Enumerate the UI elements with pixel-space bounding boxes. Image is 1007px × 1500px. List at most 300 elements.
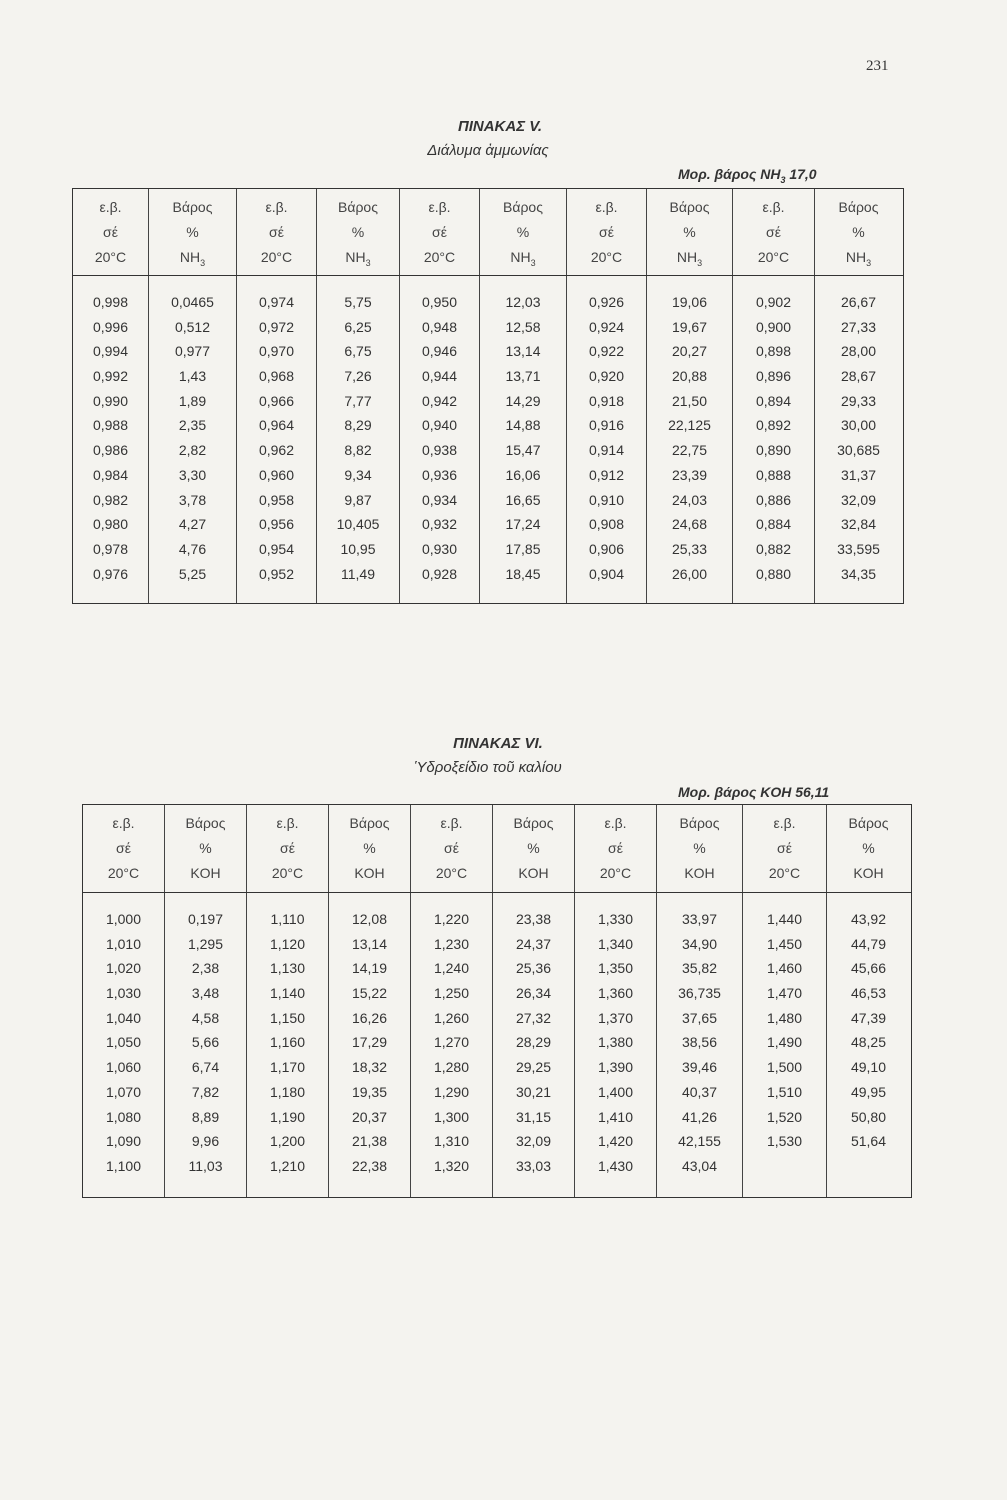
table-cell: 43,04 <box>681 1157 718 1174</box>
header-line <box>815 245 902 276</box>
header-line <box>73 195 148 220</box>
header-line <box>743 811 826 836</box>
header-text: ε.β. <box>265 199 288 215</box>
table-cell: 1,480 <box>766 1009 803 1026</box>
table-cell: 0,908 <box>588 516 625 533</box>
header-text: ε.β. <box>773 815 796 831</box>
table-cell: 1,320 <box>433 1157 470 1174</box>
table-v-column-4 <box>317 276 400 603</box>
table-v-column-8 <box>647 276 733 603</box>
header-line <box>237 220 316 245</box>
table-cell: 34,35 <box>840 565 877 582</box>
table-cell: 0,934 <box>421 491 458 508</box>
table-cell: 28,00 <box>840 343 877 360</box>
table-vi-column-9 <box>743 893 827 1197</box>
header-line <box>400 245 479 270</box>
table-cell: 0,902 <box>755 294 792 310</box>
table-cell: 23,39 <box>671 466 708 483</box>
table-cell: 30,00 <box>840 417 877 434</box>
table-cell: 18,45 <box>505 565 541 582</box>
header-text: 20°C <box>271 865 304 881</box>
table-cell: 0,894 <box>755 392 792 409</box>
header-text: σέ <box>777 840 792 856</box>
table-cell: 1,020 <box>105 960 142 977</box>
header-line <box>493 811 574 836</box>
table-v-column-7 <box>567 276 647 603</box>
table-v-header-sg <box>733 189 815 275</box>
header-line <box>575 836 656 861</box>
header-text: ε.β. <box>428 199 451 215</box>
header-line <box>827 836 910 861</box>
table-cell: 14,19 <box>351 960 388 977</box>
table-vi-grid <box>82 804 912 1198</box>
table-vi-header-weight <box>165 805 247 892</box>
table-cell: 13,14 <box>505 343 541 360</box>
table-cell: 12,58 <box>505 318 541 335</box>
table-cell: 0,970 <box>258 343 295 360</box>
table-cell: 22,38 <box>351 1157 388 1174</box>
table-cell: 32,09 <box>515 1133 552 1150</box>
table-v-header-sg <box>400 189 480 275</box>
header-line <box>647 220 732 245</box>
table-v-header-weight <box>480 189 567 275</box>
table-cell: 1,280 <box>433 1059 470 1076</box>
table-cell: 1,310 <box>433 1133 470 1150</box>
table-cell: 24,03 <box>671 491 708 508</box>
table-cell: 1,010 <box>105 935 142 952</box>
table-cell: 1,240 <box>433 960 470 977</box>
table-cell: 28,29 <box>515 1034 552 1051</box>
header-text: 20°C <box>94 249 127 265</box>
table-cell: 18,32 <box>351 1059 388 1076</box>
table-vi-column-4 <box>329 893 411 1197</box>
header-line <box>83 836 164 861</box>
header-line <box>575 861 656 886</box>
header-text: % <box>527 840 540 856</box>
table-cell: 0,932 <box>421 516 458 533</box>
table-cell: 9,87 <box>344 491 372 508</box>
table-cell: 17,24 <box>505 516 541 533</box>
header-text: σέ <box>608 840 623 856</box>
table-cell: 0,910 <box>588 491 625 508</box>
table-cell: 45,66 <box>850 960 887 977</box>
table-vi-column-1 <box>83 893 165 1197</box>
header-text: Βάρος <box>838 199 879 215</box>
header-text: 20°C <box>599 865 632 881</box>
header-line <box>567 245 646 270</box>
table-cell: 26,34 <box>515 985 552 1002</box>
table-cell: 0,946 <box>421 343 458 360</box>
table-cell: 1,450 <box>766 935 803 952</box>
header-line <box>165 836 246 861</box>
table-cell: 1,89 <box>178 392 207 409</box>
table-cell: 51,64 <box>850 1133 887 1150</box>
table-cell: 24,37 <box>515 935 552 952</box>
header-line <box>647 245 732 276</box>
header-text: % <box>862 840 875 856</box>
table-cell: 0,994 <box>92 343 129 360</box>
table-cell: 0,998 <box>92 294 129 310</box>
table-cell: 5,75 <box>344 294 372 310</box>
table-cell: 49,10 <box>850 1059 887 1076</box>
table-cell: 1,270 <box>433 1034 470 1051</box>
table-cell: 7,82 <box>191 1083 220 1100</box>
table-cell: 0,940 <box>421 417 458 434</box>
header-line <box>493 861 574 886</box>
table-cell: 4,76 <box>178 540 207 557</box>
table-cell: 27,33 <box>840 318 877 335</box>
header-text: Βάρος <box>848 815 889 831</box>
table-cell: 0,918 <box>588 392 625 409</box>
header-line <box>411 836 492 861</box>
table-cell: 1,120 <box>269 935 306 952</box>
table-cell: 26,00 <box>671 565 708 582</box>
header-line <box>827 861 910 886</box>
header-line <box>165 861 246 886</box>
header-text: NH <box>179 249 201 265</box>
table-v-column-3 <box>237 276 317 603</box>
table-cell: 21,38 <box>351 1133 388 1150</box>
table-cell: 0,914 <box>588 442 625 459</box>
table-cell: 13,71 <box>505 368 541 385</box>
table-cell: 3,48 <box>191 985 220 1002</box>
header-text: σέ <box>280 840 295 856</box>
header-line <box>247 811 328 836</box>
header-text: ε.β. <box>99 199 122 215</box>
header-line <box>83 811 164 836</box>
header-text: % <box>693 840 706 856</box>
table-cell: 12,03 <box>505 294 541 310</box>
table-cell: 46,53 <box>850 985 887 1002</box>
table-cell: 0,916 <box>588 417 625 434</box>
table-cell: 19,06 <box>671 294 708 310</box>
header-text: 20°C <box>107 865 140 881</box>
table-cell: 9,34 <box>344 466 372 483</box>
table-cell: 0,952 <box>258 565 295 582</box>
header-text: ε.β. <box>595 199 618 215</box>
table-cell: 26,67 <box>840 294 877 310</box>
table-cell: 1,360 <box>597 985 634 1002</box>
table-cell: 2,35 <box>178 417 207 434</box>
header-line <box>575 811 656 836</box>
table-vi-column-10 <box>827 893 910 1197</box>
table-cell: 32,84 <box>840 516 877 533</box>
table-vi-column-7 <box>575 893 657 1197</box>
table-cell: 1,050 <box>105 1034 142 1051</box>
header-line <box>647 195 732 220</box>
header-line <box>815 220 902 245</box>
header-text: Βάρος <box>172 199 213 215</box>
table-cell: 1,140 <box>269 985 306 1002</box>
table-cell: 0,920 <box>588 368 625 385</box>
table-vi-column-2 <box>165 893 247 1197</box>
table-cell: 15,47 <box>505 442 541 459</box>
header-line <box>73 245 148 270</box>
table-cell: 1,470 <box>766 985 803 1002</box>
header-line <box>149 195 236 220</box>
table-cell: 0,948 <box>421 318 458 335</box>
table-vi-molecular-weight: Μορ. βάρος KOH 56,11 <box>678 784 830 800</box>
header-line <box>149 245 236 276</box>
table-cell: 1,260 <box>433 1009 470 1026</box>
header-line <box>317 195 399 220</box>
header-subscript: 3 <box>530 257 536 268</box>
table-cell: 0,956 <box>258 516 295 533</box>
table-v-title: ΠΙΝΑΚΑΣ V. <box>457 118 543 135</box>
table-cell: 1,110 <box>270 911 305 927</box>
header-text: Βάρος <box>669 199 710 215</box>
table-cell: 1,070 <box>105 1083 142 1100</box>
header-line <box>567 220 646 245</box>
table-vi-header-sg <box>411 805 493 892</box>
table-cell: 0,954 <box>258 540 295 557</box>
table-cell: 0,900 <box>755 318 792 335</box>
page-number: 231 <box>866 58 889 74</box>
table-cell: 1,180 <box>269 1083 306 1100</box>
table-cell: 1,210 <box>269 1157 306 1174</box>
table-cell: 16,65 <box>505 491 541 508</box>
table-cell: 0,896 <box>755 368 792 385</box>
table-v-molecular-weight: Μορ. βάρος $NH_3$ 17,0 <box>678 166 817 185</box>
table-vi-header-row <box>83 805 911 893</box>
header-line <box>237 195 316 220</box>
header-text: Βάρος <box>513 815 554 831</box>
table-cell: 1,150 <box>269 1009 306 1026</box>
header-text: σέ <box>444 840 459 856</box>
table-cell: 0,880 <box>755 565 792 582</box>
table-cell: 32,09 <box>840 491 877 508</box>
header-line <box>657 836 742 861</box>
header-text: ε.β. <box>276 815 299 831</box>
table-cell: 24,68 <box>671 516 708 533</box>
table-cell: 34,90 <box>681 935 718 952</box>
header-line <box>329 861 410 886</box>
table-vi-header-sg <box>743 805 827 892</box>
header-text: Βάρος <box>338 199 378 215</box>
header-line <box>165 811 246 836</box>
table-cell: 40,37 <box>681 1083 718 1100</box>
table-cell: 35,82 <box>681 960 718 977</box>
table-vi-body-row <box>83 893 911 1197</box>
table-cell: 1,080 <box>105 1108 142 1125</box>
header-line <box>237 245 316 270</box>
header-text: % <box>852 224 865 240</box>
table-cell: 0,890 <box>755 442 792 459</box>
table-cell: 25,33 <box>671 540 708 557</box>
table-cell: 44,79 <box>850 935 887 952</box>
table-cell: 36,735 <box>678 985 721 1002</box>
table-cell: 1,460 <box>766 960 803 977</box>
table-cell: 1,520 <box>766 1108 803 1125</box>
header-line <box>480 195 566 220</box>
table-vi-column-3 <box>247 893 329 1197</box>
table-cell: 0,992 <box>92 368 129 385</box>
table-cell: 0,906 <box>588 540 625 557</box>
table-cell: 0,982 <box>92 491 129 508</box>
table-cell: 16,26 <box>351 1009 388 1026</box>
table-cell: 27,32 <box>515 1009 552 1026</box>
table-cell: 37,65 <box>681 1009 718 1026</box>
table-cell: 0,990 <box>92 392 129 409</box>
table-cell: 43,92 <box>850 911 887 927</box>
table-v-header-weight <box>149 189 237 275</box>
header-text: 20°C <box>435 865 468 881</box>
table-vi-header-sg <box>575 805 657 892</box>
table-cell: 6,75 <box>344 343 372 360</box>
header-line <box>493 836 574 861</box>
table-cell: 1,170 <box>269 1059 306 1076</box>
table-cell: 0,924 <box>588 318 625 335</box>
header-line <box>247 836 328 861</box>
table-cell: 0,197 <box>187 911 224 927</box>
table-cell: 28,67 <box>840 368 877 385</box>
table-cell: 0,904 <box>588 565 625 582</box>
table-cell: 38,56 <box>681 1034 718 1051</box>
table-cell: 8,89 <box>191 1108 220 1125</box>
header-line <box>411 811 492 836</box>
header-line <box>743 861 826 886</box>
table-vi-header-weight <box>493 805 575 892</box>
header-line <box>743 836 826 861</box>
table-cell: 7,77 <box>344 392 372 409</box>
table-cell: 0,976 <box>92 565 129 582</box>
table-cell: 0,978 <box>92 540 129 557</box>
header-line <box>329 811 410 836</box>
table-v-column-10 <box>815 276 902 603</box>
table-cell: 0,898 <box>755 343 792 360</box>
header-text: σέ <box>432 224 447 240</box>
table-cell: 1,230 <box>433 935 470 952</box>
header-line <box>733 220 814 245</box>
table-cell: 14,88 <box>505 417 541 434</box>
table-cell: 0,996 <box>92 318 129 335</box>
table-cell: 1,380 <box>597 1034 634 1051</box>
table-cell: 1,030 <box>105 985 142 1002</box>
table-cell: 0,988 <box>92 417 129 434</box>
table-cell: 30,21 <box>515 1083 552 1100</box>
table-cell: 0,950 <box>421 294 458 310</box>
header-text: % <box>186 224 199 240</box>
header-text: Βάρος <box>185 815 226 831</box>
table-cell: 17,85 <box>505 540 541 557</box>
table-cell: 16,06 <box>505 466 541 483</box>
table-cell: 0,936 <box>421 466 458 483</box>
table-cell: 19,35 <box>351 1083 388 1100</box>
header-text: % <box>363 840 376 856</box>
table-cell: 2,38 <box>191 960 220 977</box>
table-cell: 0,922 <box>588 343 625 360</box>
table-cell: 1,410 <box>597 1108 634 1125</box>
table-cell: 1,510 <box>766 1083 803 1100</box>
header-text: 20°C <box>757 249 790 265</box>
table-cell: 15,22 <box>351 985 388 1002</box>
table-vi-title: ΠΙΝΑΚΑΣ VI. <box>453 735 543 752</box>
table-cell: 41,26 <box>681 1108 718 1125</box>
table-v-header-row <box>73 189 903 276</box>
table-cell: 1,430 <box>597 1157 634 1174</box>
table-cell: 20,37 <box>351 1108 388 1125</box>
table-vi-column-6 <box>493 893 575 1197</box>
header-line <box>317 220 399 245</box>
table-cell: 1,340 <box>597 935 634 952</box>
table-v-column-6 <box>480 276 567 603</box>
header-line <box>411 861 492 886</box>
header-text: 20°C <box>590 249 623 265</box>
table-cell: 0,928 <box>421 565 458 582</box>
header-line <box>149 220 236 245</box>
header-line <box>480 245 566 276</box>
table-cell: 0,944 <box>421 368 458 385</box>
table-cell: 0,972 <box>258 318 295 335</box>
header-line <box>480 220 566 245</box>
table-cell: 17,29 <box>351 1034 388 1051</box>
table-cell: 1,250 <box>433 985 470 1002</box>
header-line <box>83 861 164 886</box>
table-v-grid <box>72 188 904 604</box>
table-cell: 1,43 <box>178 368 207 385</box>
table-cell: 42,155 <box>678 1133 721 1150</box>
table-cell: 22,75 <box>671 442 708 459</box>
header-line <box>657 861 742 886</box>
header-text: KOH <box>190 865 221 881</box>
table-cell: 1,330 <box>597 911 634 927</box>
table-cell: 14,29 <box>505 392 541 409</box>
table-v-column-1 <box>73 276 149 603</box>
table-v-body-row <box>73 276 903 603</box>
header-text: % <box>516 224 530 240</box>
table-cell: 20,88 <box>671 368 708 385</box>
table-cell: 29,25 <box>515 1059 552 1076</box>
table-v-header-weight <box>815 189 902 275</box>
table-cell: 1,220 <box>433 911 470 927</box>
table-v-column-5 <box>400 276 480 603</box>
table-cell: 3,78 <box>178 491 207 508</box>
table-cell: 4,58 <box>191 1009 220 1026</box>
table-cell: 5,66 <box>191 1034 220 1051</box>
table-v-header-sg <box>237 189 317 275</box>
table-cell: 6,25 <box>344 318 372 335</box>
table-cell: 0,980 <box>92 516 129 533</box>
header-text: NH <box>510 249 531 265</box>
table-vi-column-5 <box>411 893 493 1197</box>
header-text: KOH <box>684 865 715 881</box>
table-cell: 0,974 <box>258 294 295 310</box>
table-vi-header-weight <box>827 805 910 892</box>
header-line <box>329 836 410 861</box>
header-text: NH <box>845 249 867 265</box>
table-cell: 1,440 <box>766 911 803 927</box>
table-cell: 1,350 <box>597 960 634 977</box>
table-cell: 33,97 <box>681 911 718 927</box>
header-line <box>827 811 910 836</box>
table-vi-header-weight <box>657 805 743 892</box>
table-cell: 5,25 <box>178 565 207 582</box>
header-subscript: 3 <box>200 257 206 268</box>
table-cell: 0,884 <box>755 516 792 533</box>
header-line <box>317 245 399 276</box>
table-v-header-sg <box>73 189 149 275</box>
table-v-subtitle: Διάλυμα ἀμμωνίας <box>427 142 549 159</box>
table-cell: 7,26 <box>344 368 372 385</box>
table-cell: 48,25 <box>850 1034 887 1051</box>
table-cell: 2,82 <box>178 442 207 459</box>
table-cell: 1,200 <box>269 1133 306 1150</box>
header-text: ε.β. <box>604 815 627 831</box>
header-text: ε.β. <box>112 815 135 831</box>
table-cell: 1,295 <box>187 935 224 952</box>
table-cell: 13,14 <box>351 935 388 952</box>
table-vi-header-weight <box>329 805 411 892</box>
